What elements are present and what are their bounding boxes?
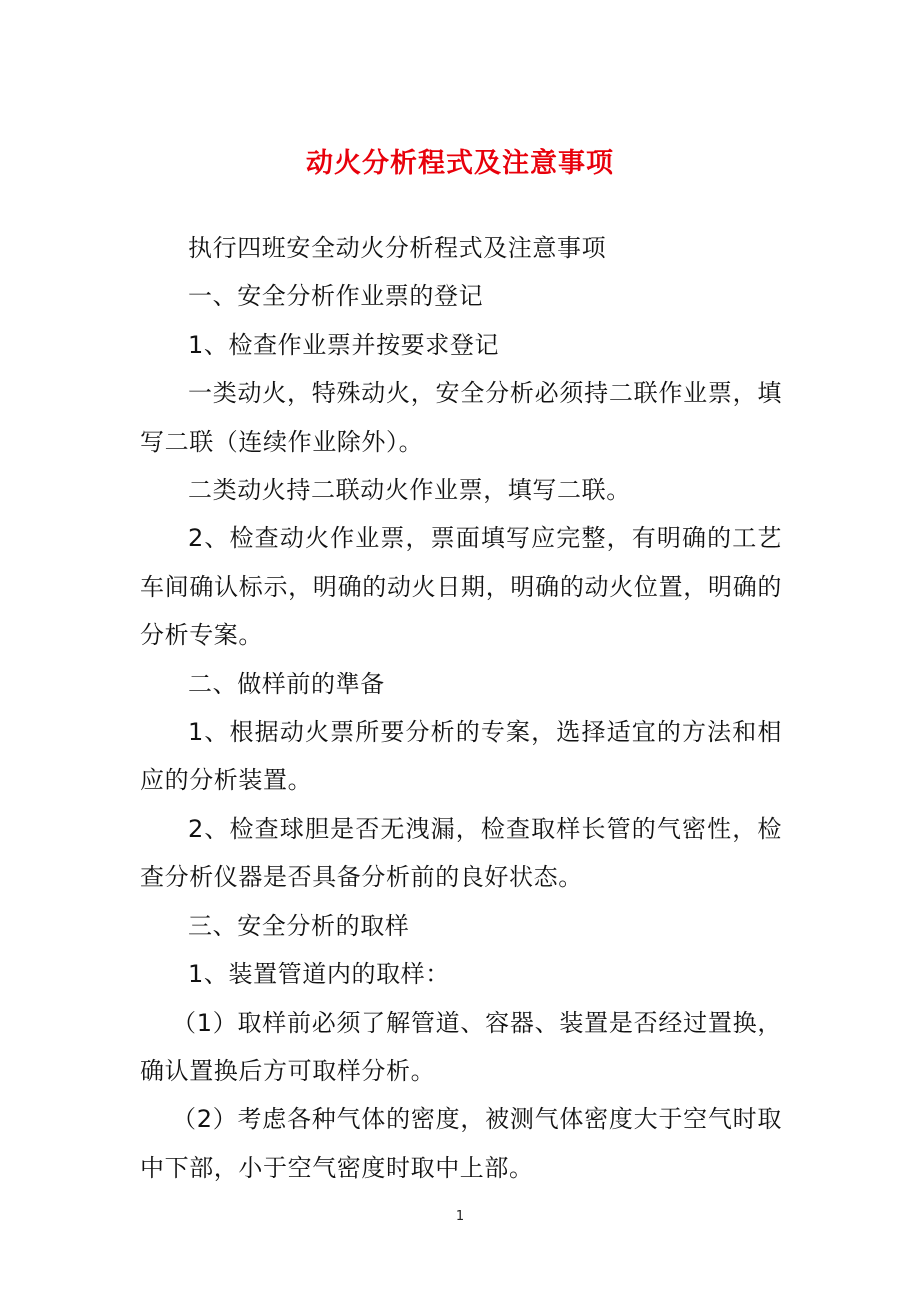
section-heading: 三、安全分析的取样: [188, 911, 410, 940]
section-heading: 一、安全分析作业票的登记: [188, 282, 484, 311]
paragraph: 执行四班安全动火分析程式及注意事项: [188, 234, 607, 262]
paragraph: 1、根据动火票所要分析的专案，选择适宜的方法和相应的分析装置。: [140, 718, 782, 795]
paragraph: 1、装置管道内的取样：: [188, 960, 450, 989]
paragraph: 一类动火，特殊动火，安全分析必须持二联作业票，填写二联（连续作业除外）。: [140, 379, 782, 456]
paragraph: 2、检查动火作业票，票面填写应完整，有明确的工艺车间确认标示，明确的动火日期，明确的动火位置，明确的分析专案。: [140, 524, 782, 650]
document-body: [140, 224, 782, 1192]
paragraph: （1）取样前必须了解管道、容器、装置是否经过置换，确认置换后方可取样分析。: [140, 1008, 782, 1085]
page-number: 1: [455, 1209, 465, 1224]
paragraph: 1、检查作业票并按要求登记: [188, 330, 500, 359]
document-title: 动火分析程式及注意事项: [306, 148, 614, 179]
paragraph: （2）考虑各种气体的密度，被测气体密度大于空气时取中下部，小于空气密度时取中上部。: [140, 1105, 782, 1182]
paragraph: 2、检查球胆是否无洩漏，检查取样长管的气密性，检查分析仪器是否具备分析前的良好状态。: [140, 814, 782, 892]
section-heading: 二、做样前的準备: [188, 669, 385, 698]
paragraph: 二类动火持二联动火作业票，填写二联。: [188, 476, 631, 505]
